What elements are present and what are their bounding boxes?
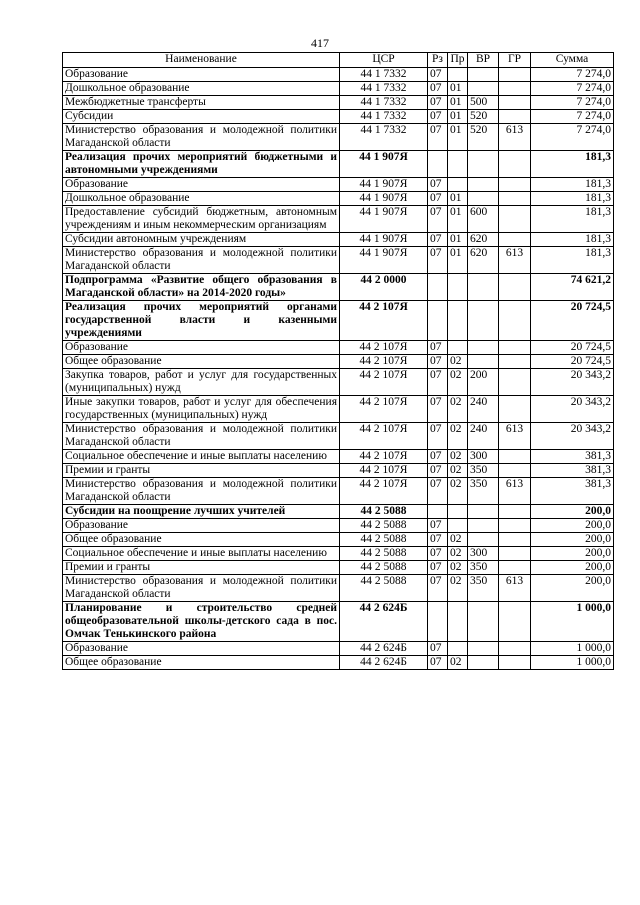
cell-vr bbox=[468, 151, 499, 178]
cell-rz: 07 bbox=[428, 233, 448, 247]
cell-gr bbox=[499, 274, 531, 301]
cell-name: Социальное обеспечение и иные выплаты населению bbox=[63, 547, 340, 561]
header-rz: Рз bbox=[428, 53, 448, 68]
cell-sum: 20 724,5 bbox=[531, 355, 614, 369]
cell-vr: 300 bbox=[468, 450, 499, 464]
cell-pr: 01 bbox=[448, 233, 468, 247]
table-row bbox=[63, 341, 614, 355]
cell-vr: 620 bbox=[468, 247, 499, 274]
table-row bbox=[63, 355, 614, 369]
cell-pr: 02 bbox=[448, 450, 468, 464]
cell-rz bbox=[428, 505, 448, 519]
cell-gr: 613 bbox=[499, 575, 531, 602]
cell-sum: 20 343,2 bbox=[531, 369, 614, 396]
cell-csr: 44 1 7332 bbox=[340, 82, 428, 96]
cell-name: Подпрограмма «Развитие общего образования в Магаданской области» на 2014-2020 годы» bbox=[63, 274, 340, 301]
cell-gr: 613 bbox=[499, 124, 531, 151]
table-row bbox=[63, 547, 614, 561]
cell-vr bbox=[468, 656, 499, 670]
cell-pr: 02 bbox=[448, 423, 468, 450]
cell-vr: 350 bbox=[468, 464, 499, 478]
table-row bbox=[63, 82, 614, 96]
cell-sum: 1 000,0 bbox=[531, 602, 614, 642]
cell-csr: 44 1 907Я bbox=[340, 151, 428, 178]
cell-name: Дошкольное образование bbox=[63, 192, 340, 206]
cell-csr: 44 1 907Я bbox=[340, 233, 428, 247]
cell-gr bbox=[499, 233, 531, 247]
cell-rz: 07 bbox=[428, 355, 448, 369]
cell-csr: 44 2 107Я bbox=[340, 478, 428, 505]
cell-name: Общее образование bbox=[63, 656, 340, 670]
table-row bbox=[63, 110, 614, 124]
cell-csr: 44 2 107Я bbox=[340, 301, 428, 341]
cell-pr bbox=[448, 602, 468, 642]
cell-vr: 350 bbox=[468, 478, 499, 505]
cell-name: Социальное обеспечение и иные выплаты населению bbox=[63, 450, 340, 464]
cell-gr bbox=[499, 547, 531, 561]
cell-rz bbox=[428, 274, 448, 301]
cell-vr bbox=[468, 341, 499, 355]
cell-name: Премии и гранты bbox=[63, 464, 340, 478]
cell-pr: 02 bbox=[448, 561, 468, 575]
cell-pr: 01 bbox=[448, 192, 468, 206]
cell-sum: 20 724,5 bbox=[531, 301, 614, 341]
cell-csr: 44 1 7332 bbox=[340, 96, 428, 110]
table-row bbox=[63, 233, 614, 247]
cell-vr: 520 bbox=[468, 110, 499, 124]
cell-pr: 02 bbox=[448, 656, 468, 670]
cell-name: Планирование и строительство средней общеобразовательной школы-детского сада в пос. Омчак Тенькинского района bbox=[63, 602, 340, 642]
cell-sum: 7 274,0 bbox=[531, 124, 614, 151]
cell-gr bbox=[499, 151, 531, 178]
cell-name: Образование bbox=[63, 341, 340, 355]
table-row bbox=[63, 178, 614, 192]
cell-vr bbox=[468, 192, 499, 206]
table-row bbox=[63, 656, 614, 670]
cell-vr bbox=[468, 301, 499, 341]
cell-gr bbox=[499, 656, 531, 670]
cell-vr: 300 bbox=[468, 547, 499, 561]
cell-gr bbox=[499, 82, 531, 96]
cell-vr bbox=[468, 642, 499, 656]
cell-rz: 07 bbox=[428, 369, 448, 396]
cell-sum: 200,0 bbox=[531, 561, 614, 575]
cell-vr: 620 bbox=[468, 233, 499, 247]
table-row bbox=[63, 192, 614, 206]
cell-csr: 44 2 107Я bbox=[340, 396, 428, 423]
cell-pr: 01 bbox=[448, 82, 468, 96]
cell-name: Министерство образования и молодежной политики Магаданской области bbox=[63, 478, 340, 505]
cell-gr bbox=[499, 533, 531, 547]
cell-rz: 07 bbox=[428, 82, 448, 96]
table-row bbox=[63, 505, 614, 519]
cell-rz: 07 bbox=[428, 547, 448, 561]
cell-sum: 200,0 bbox=[531, 575, 614, 602]
cell-name: Образование bbox=[63, 642, 340, 656]
cell-pr bbox=[448, 341, 468, 355]
cell-vr: 350 bbox=[468, 575, 499, 602]
cell-pr: 01 bbox=[448, 247, 468, 274]
cell-gr bbox=[499, 642, 531, 656]
cell-csr: 44 2 107Я bbox=[340, 341, 428, 355]
cell-gr bbox=[499, 464, 531, 478]
cell-gr bbox=[499, 178, 531, 192]
cell-gr bbox=[499, 561, 531, 575]
cell-sum: 7 274,0 bbox=[531, 82, 614, 96]
cell-rz: 07 bbox=[428, 478, 448, 505]
cell-name: Министерство образования и молодежной политики Магаданской области bbox=[63, 247, 340, 274]
cell-sum: 200,0 bbox=[531, 533, 614, 547]
cell-vr: 240 bbox=[468, 423, 499, 450]
cell-vr: 350 bbox=[468, 561, 499, 575]
cell-csr: 44 2 624Б bbox=[340, 602, 428, 642]
page-number: 417 bbox=[311, 36, 329, 50]
cell-pr bbox=[448, 505, 468, 519]
cell-sum: 181,3 bbox=[531, 178, 614, 192]
cell-name: Дошкольное образование bbox=[63, 82, 340, 96]
cell-name: Премии и гранты bbox=[63, 561, 340, 575]
cell-csr: 44 1 907Я bbox=[340, 178, 428, 192]
cell-gr bbox=[499, 519, 531, 533]
cell-gr bbox=[499, 110, 531, 124]
cell-pr bbox=[448, 151, 468, 178]
cell-gr bbox=[499, 206, 531, 233]
table-row bbox=[63, 206, 614, 233]
cell-csr: 44 2 624Б bbox=[340, 642, 428, 656]
cell-name: Министерство образования и молодежной политики Магаданской области bbox=[63, 423, 340, 450]
table-row bbox=[63, 124, 614, 151]
cell-pr bbox=[448, 519, 468, 533]
cell-csr: 44 2 107Я bbox=[340, 355, 428, 369]
cell-csr: 44 2 5088 bbox=[340, 533, 428, 547]
cell-rz bbox=[428, 602, 448, 642]
table-row bbox=[63, 96, 614, 110]
cell-gr bbox=[499, 341, 531, 355]
cell-rz: 07 bbox=[428, 450, 448, 464]
cell-rz: 07 bbox=[428, 561, 448, 575]
cell-name: Министерство образования и молодежной политики Магаданской области bbox=[63, 124, 340, 151]
cell-csr: 44 2 5088 bbox=[340, 519, 428, 533]
cell-csr: 44 2 0000 bbox=[340, 274, 428, 301]
table-row bbox=[63, 151, 614, 178]
table-row bbox=[63, 68, 614, 82]
cell-rz: 07 bbox=[428, 68, 448, 82]
cell-pr: 01 bbox=[448, 96, 468, 110]
table-row bbox=[63, 301, 614, 341]
cell-csr: 44 1 907Я bbox=[340, 247, 428, 274]
cell-vr bbox=[468, 602, 499, 642]
cell-vr: 500 bbox=[468, 96, 499, 110]
table-row bbox=[63, 464, 614, 478]
cell-gr: 613 bbox=[499, 478, 531, 505]
cell-sum: 200,0 bbox=[531, 505, 614, 519]
cell-rz: 07 bbox=[428, 110, 448, 124]
cell-sum: 200,0 bbox=[531, 547, 614, 561]
table-row bbox=[63, 369, 614, 396]
table-row bbox=[63, 561, 614, 575]
table-row bbox=[63, 533, 614, 547]
cell-pr: 01 bbox=[448, 124, 468, 151]
cell-sum: 181,3 bbox=[531, 192, 614, 206]
cell-gr bbox=[499, 450, 531, 464]
cell-pr: 02 bbox=[448, 464, 468, 478]
cell-pr: 02 bbox=[448, 355, 468, 369]
cell-sum: 181,3 bbox=[531, 206, 614, 233]
cell-sum: 7 274,0 bbox=[531, 110, 614, 124]
table-row bbox=[63, 423, 614, 450]
cell-gr bbox=[499, 369, 531, 396]
cell-pr bbox=[448, 274, 468, 301]
cell-rz: 07 bbox=[428, 656, 448, 670]
cell-pr: 02 bbox=[448, 478, 468, 505]
cell-name: Субсидии автономным учреждениям bbox=[63, 233, 340, 247]
cell-gr bbox=[499, 396, 531, 423]
cell-csr: 44 2 107Я bbox=[340, 450, 428, 464]
cell-pr: 01 bbox=[448, 110, 468, 124]
cell-rz bbox=[428, 151, 448, 178]
cell-vr: 200 bbox=[468, 369, 499, 396]
cell-sum: 20 343,2 bbox=[531, 396, 614, 423]
cell-csr: 44 2 5088 bbox=[340, 547, 428, 561]
cell-sum: 181,3 bbox=[531, 233, 614, 247]
cell-gr bbox=[499, 355, 531, 369]
cell-sum: 7 274,0 bbox=[531, 68, 614, 82]
table-row bbox=[63, 642, 614, 656]
cell-csr: 44 1 7332 bbox=[340, 124, 428, 151]
cell-rz: 07 bbox=[428, 575, 448, 602]
cell-sum: 7 274,0 bbox=[531, 96, 614, 110]
cell-name: Субсидии bbox=[63, 110, 340, 124]
cell-sum: 381,3 bbox=[531, 478, 614, 505]
cell-rz: 07 bbox=[428, 642, 448, 656]
cell-rz: 07 bbox=[428, 396, 448, 423]
cell-sum: 20 724,5 bbox=[531, 341, 614, 355]
table-row bbox=[63, 450, 614, 464]
cell-pr: 02 bbox=[448, 575, 468, 602]
cell-vr bbox=[468, 505, 499, 519]
cell-pr: 02 bbox=[448, 396, 468, 423]
cell-name: Предоставление субсидий бюджетным, автономным учреждениям и иным некоммерческим организациям bbox=[63, 206, 340, 233]
cell-sum: 381,3 bbox=[531, 464, 614, 478]
cell-vr bbox=[468, 533, 499, 547]
cell-rz: 07 bbox=[428, 423, 448, 450]
cell-vr bbox=[468, 519, 499, 533]
cell-csr: 44 2 107Я bbox=[340, 369, 428, 396]
cell-sum: 20 343,2 bbox=[531, 423, 614, 450]
cell-vr bbox=[468, 68, 499, 82]
cell-csr: 44 2 5088 bbox=[340, 561, 428, 575]
header-name: Наименование bbox=[63, 53, 340, 68]
cell-csr: 44 1 907Я bbox=[340, 206, 428, 233]
cell-sum: 181,3 bbox=[531, 151, 614, 178]
cell-rz: 07 bbox=[428, 247, 448, 274]
cell-rz: 07 bbox=[428, 192, 448, 206]
header-gr: ГР bbox=[499, 53, 531, 68]
cell-vr: 520 bbox=[468, 124, 499, 151]
cell-pr bbox=[448, 68, 468, 82]
cell-name: Межбюджетные трансферты bbox=[63, 96, 340, 110]
cell-name: Иные закупки товаров, работ и услуг для обеспечения государственных (муниципальных) нужд bbox=[63, 396, 340, 423]
header-pr: Пр bbox=[448, 53, 468, 68]
cell-name: Субсидии на поощрение лучших учителей bbox=[63, 505, 340, 519]
cell-csr: 44 2 624Б bbox=[340, 656, 428, 670]
cell-rz: 07 bbox=[428, 341, 448, 355]
cell-pr: 02 bbox=[448, 547, 468, 561]
cell-rz: 07 bbox=[428, 178, 448, 192]
table-row bbox=[63, 396, 614, 423]
cell-pr bbox=[448, 178, 468, 192]
cell-gr bbox=[499, 192, 531, 206]
budget-table bbox=[62, 52, 614, 670]
cell-sum: 181,3 bbox=[531, 247, 614, 274]
cell-gr: 613 bbox=[499, 247, 531, 274]
cell-name: Общее образование bbox=[63, 355, 340, 369]
cell-rz: 07 bbox=[428, 519, 448, 533]
cell-csr: 44 1 7332 bbox=[340, 68, 428, 82]
cell-csr: 44 2 107Я bbox=[340, 423, 428, 450]
cell-name: Министерство образования и молодежной политики Магаданской области bbox=[63, 575, 340, 602]
cell-rz: 07 bbox=[428, 206, 448, 233]
cell-gr bbox=[499, 96, 531, 110]
cell-gr bbox=[499, 301, 531, 341]
table-row bbox=[63, 602, 614, 642]
cell-sum: 1 000,0 bbox=[531, 642, 614, 656]
cell-name: Образование bbox=[63, 178, 340, 192]
cell-pr bbox=[448, 301, 468, 341]
cell-name: Закупка товаров, работ и услуг для государственных (муниципальных) нужд bbox=[63, 369, 340, 396]
cell-rz bbox=[428, 301, 448, 341]
cell-pr: 01 bbox=[448, 206, 468, 233]
table-row bbox=[63, 247, 614, 274]
header-sum: Сумма bbox=[531, 53, 614, 68]
cell-vr bbox=[468, 355, 499, 369]
header-csr: ЦСР bbox=[340, 53, 428, 68]
cell-pr: 02 bbox=[448, 369, 468, 396]
cell-rz: 07 bbox=[428, 96, 448, 110]
cell-csr: 44 2 107Я bbox=[340, 464, 428, 478]
cell-vr bbox=[468, 274, 499, 301]
cell-name: Образование bbox=[63, 68, 340, 82]
cell-sum: 74 621,2 bbox=[531, 274, 614, 301]
cell-csr: 44 1 7332 bbox=[340, 110, 428, 124]
cell-csr: 44 1 907Я bbox=[340, 192, 428, 206]
cell-sum: 200,0 bbox=[531, 519, 614, 533]
cell-name: Реализация прочих мероприятий органами государственной власти и казенными учреждениями bbox=[63, 301, 340, 341]
cell-vr: 600 bbox=[468, 206, 499, 233]
table-row bbox=[63, 274, 614, 301]
cell-sum: 1 000,0 bbox=[531, 656, 614, 670]
cell-name: Общее образование bbox=[63, 533, 340, 547]
cell-csr: 44 2 5088 bbox=[340, 575, 428, 602]
cell-name: Реализация прочих мероприятий бюджетными и автономными учреждениями bbox=[63, 151, 340, 178]
cell-vr bbox=[468, 82, 499, 96]
cell-pr: 02 bbox=[448, 533, 468, 547]
cell-vr: 240 bbox=[468, 396, 499, 423]
cell-gr: 613 bbox=[499, 423, 531, 450]
table-row bbox=[63, 519, 614, 533]
cell-rz: 07 bbox=[428, 124, 448, 151]
cell-gr bbox=[499, 505, 531, 519]
header-vr: ВР bbox=[468, 53, 499, 68]
table-body bbox=[63, 68, 614, 670]
table-row bbox=[63, 478, 614, 505]
cell-vr bbox=[468, 178, 499, 192]
cell-rz: 07 bbox=[428, 533, 448, 547]
table-row bbox=[63, 575, 614, 602]
cell-gr bbox=[499, 68, 531, 82]
cell-sum: 381,3 bbox=[531, 450, 614, 464]
table-header-row bbox=[63, 53, 614, 68]
cell-pr bbox=[448, 642, 468, 656]
cell-csr: 44 2 5088 bbox=[340, 505, 428, 519]
cell-gr bbox=[499, 602, 531, 642]
cell-name: Образование bbox=[63, 519, 340, 533]
cell-rz: 07 bbox=[428, 464, 448, 478]
